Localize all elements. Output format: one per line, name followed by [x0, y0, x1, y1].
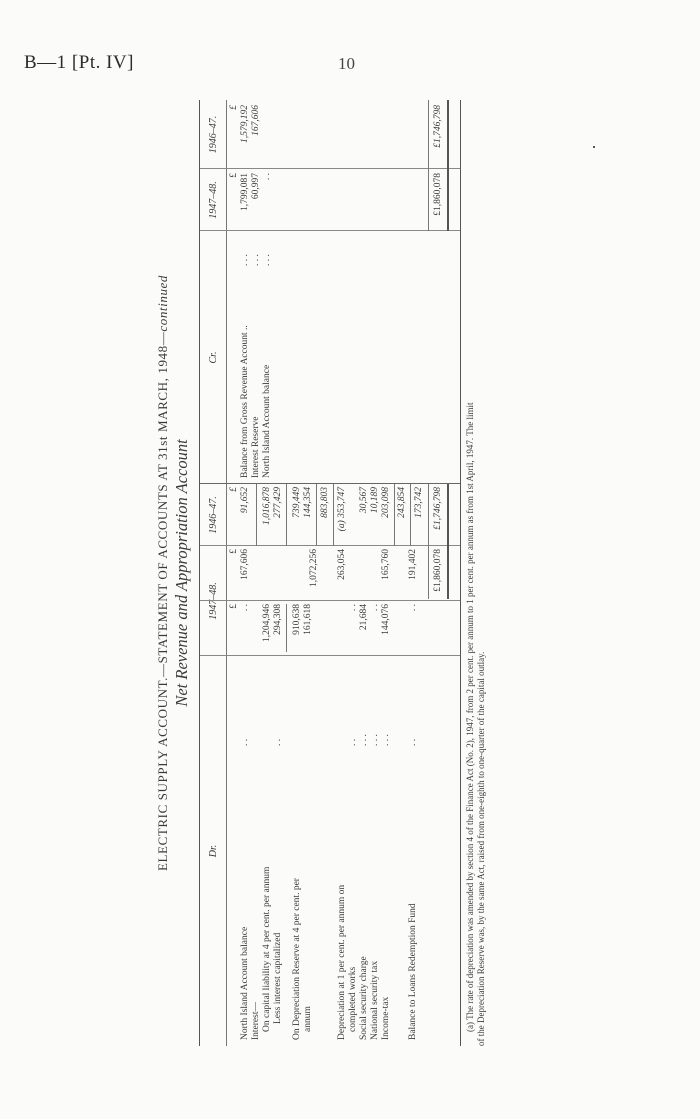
- footnote-line-2: of the Depreciation Reserve was, by the same Act, raised from one-eighth to one-quarter of the capital outlay.: [476, 651, 486, 1046]
- sum-rule: [286, 604, 287, 652]
- dr-social-label: Social security charge: [359, 956, 369, 1040]
- cr-reserve-label: Interest Reserve: [251, 416, 261, 478]
- row-rule: [316, 484, 317, 546]
- value-nib-1947: 167,606: [240, 549, 250, 580]
- dots: . . .: [262, 254, 272, 266]
- total-cr-1947: £1,860,078: [433, 173, 443, 216]
- table-header: [200, 100, 227, 1046]
- header-cr-1947-48: 1947–48.: [208, 181, 219, 219]
- total-double-rule: [447, 100, 449, 231]
- value-cr-nib-1947: . .: [262, 173, 272, 181]
- dots: . .: [273, 738, 283, 746]
- pound-sign: £: [229, 173, 239, 178]
- dr-dep-reserve-label-2: annum: [303, 1006, 313, 1032]
- value-144354: 144,354: [303, 487, 313, 518]
- value-nib-1946: 91,652: [240, 487, 250, 514]
- dr-less-label: Less interest capitalized: [273, 932, 283, 1024]
- row-rule: [286, 484, 287, 546]
- dots: . . .: [251, 254, 261, 266]
- value-277429: 277,429: [273, 487, 283, 518]
- value-capital-interest: 1,204,946: [262, 604, 272, 642]
- value-cr-reserve-1947: 60,997: [251, 173, 261, 200]
- value-191402: 191,402: [408, 549, 418, 580]
- row-rule: [256, 484, 257, 546]
- col-divider: [200, 230, 460, 231]
- value-less-capitalized: 294,308: [273, 604, 283, 635]
- account-subtitle: Net Revenue and Appropriation Account: [172, 439, 191, 707]
- dots: . .: [348, 604, 358, 612]
- value-910638: 910,638: [292, 604, 302, 635]
- col-divider: [200, 655, 460, 656]
- statement-title: ELECTRIC SUPPLY ACCOUNT.—STATEMENT OF ACCOUNTS AT 31st MARCH, 1948—continued: [155, 274, 170, 872]
- dots: . .: [408, 604, 418, 612]
- header-dr: Dr.: [208, 844, 219, 858]
- dots: . .: [240, 604, 250, 612]
- total-cr-1946: £1,746,798: [433, 105, 443, 148]
- rotated-statement: [155, 100, 510, 1046]
- page-number: 10: [338, 54, 355, 73]
- value-263054: 263,054: [337, 549, 347, 580]
- col-divider: [200, 600, 460, 601]
- row-rule: [410, 484, 411, 546]
- total-double-rule: [447, 484, 449, 599]
- dots: . . .: [370, 734, 380, 746]
- col-divider: [200, 545, 460, 546]
- row-rule: [333, 484, 334, 546]
- value-1016878: 1,016,878: [262, 487, 272, 525]
- cr-gross-label: Balance from Gross Revenue Account ..: [240, 325, 250, 478]
- value-161618: 161,618: [303, 604, 313, 635]
- dr-depreciation-label: Depreciation at 1 per cent. per annum on: [337, 884, 347, 1040]
- header-1946-47: 1946–47.: [208, 496, 219, 534]
- dr-nib-label: North Island Account balance: [240, 926, 250, 1040]
- dots: . .: [370, 604, 380, 612]
- col-divider: [200, 483, 460, 484]
- value-cr-gross-1946: 1,579,192: [240, 105, 250, 143]
- dots: . .: [408, 738, 418, 746]
- pound-sign: £: [229, 549, 239, 554]
- value-173742: 173,742: [414, 487, 424, 518]
- header-cr: Cr.: [208, 351, 219, 364]
- document-code: B—1 [Pt. IV]: [24, 52, 134, 73]
- value-739449: 739,449: [292, 487, 302, 518]
- dr-loans-label: Balance to Loans Redemption Fund: [408, 903, 418, 1040]
- col-divider: [200, 168, 460, 169]
- account-table: [199, 100, 461, 1046]
- value-cr-gross-1947: 1,799,081: [240, 173, 250, 211]
- header-1947-48: 1947–48.: [208, 582, 219, 620]
- dots: . .: [240, 738, 250, 746]
- value-30567: 30,567: [359, 487, 369, 514]
- scan-speck: [593, 146, 595, 148]
- value-243854: 243,854: [397, 487, 407, 518]
- dots: . . .: [359, 734, 369, 746]
- value-income: 144,076: [381, 604, 391, 635]
- dots: . .: [348, 738, 358, 746]
- value-353747: (a) 353,747: [337, 487, 347, 532]
- dr-depreciation-label-2: completed works: [348, 966, 358, 1032]
- value-883803: 883,803: [320, 487, 330, 518]
- total-dr-1946: £1,746,798: [433, 487, 443, 530]
- value-165760: 165,760: [381, 549, 391, 580]
- value-203098: 203,098: [381, 487, 391, 518]
- dr-national-label: National security tax: [370, 960, 380, 1040]
- pound-sign: £: [229, 105, 239, 110]
- total-dr-1947: £1,860,078: [433, 549, 443, 592]
- dr-income-label: Income-tax: [381, 996, 391, 1040]
- row-rule: [394, 484, 395, 546]
- total-rule: [428, 100, 429, 231]
- value-1072256: 1,072,256: [309, 549, 319, 587]
- dr-interest-label: Interest—: [251, 1002, 261, 1040]
- pound-sign: £: [229, 487, 239, 492]
- total-rule: [428, 484, 429, 599]
- header-cr-1946-47: 1946–47.: [208, 115, 219, 154]
- footnote-line-1: (a) The rate of depreciation was amended by section 4 of the Finance Act (No. 2), 1947, from 2 per cent. per annum to 1 per cent. per annum as from 1st April, 1947. The limit: [465, 402, 475, 1032]
- cr-nib-label: North Island Account balance: [262, 364, 272, 478]
- dr-capital-label: On capital liability at 4 per cent. per annum: [262, 866, 272, 1032]
- dots: . . .: [381, 734, 391, 746]
- value-cr-nib-1946: 167,606: [251, 105, 261, 136]
- value-social: 21,684: [359, 604, 369, 631]
- pound-sign: £: [229, 604, 239, 609]
- dots: . . .: [240, 254, 250, 266]
- dr-dep-reserve-label: On Depreciation Reserve at 4 per cent. per: [292, 878, 302, 1040]
- value-10189: 10,189: [370, 487, 380, 514]
